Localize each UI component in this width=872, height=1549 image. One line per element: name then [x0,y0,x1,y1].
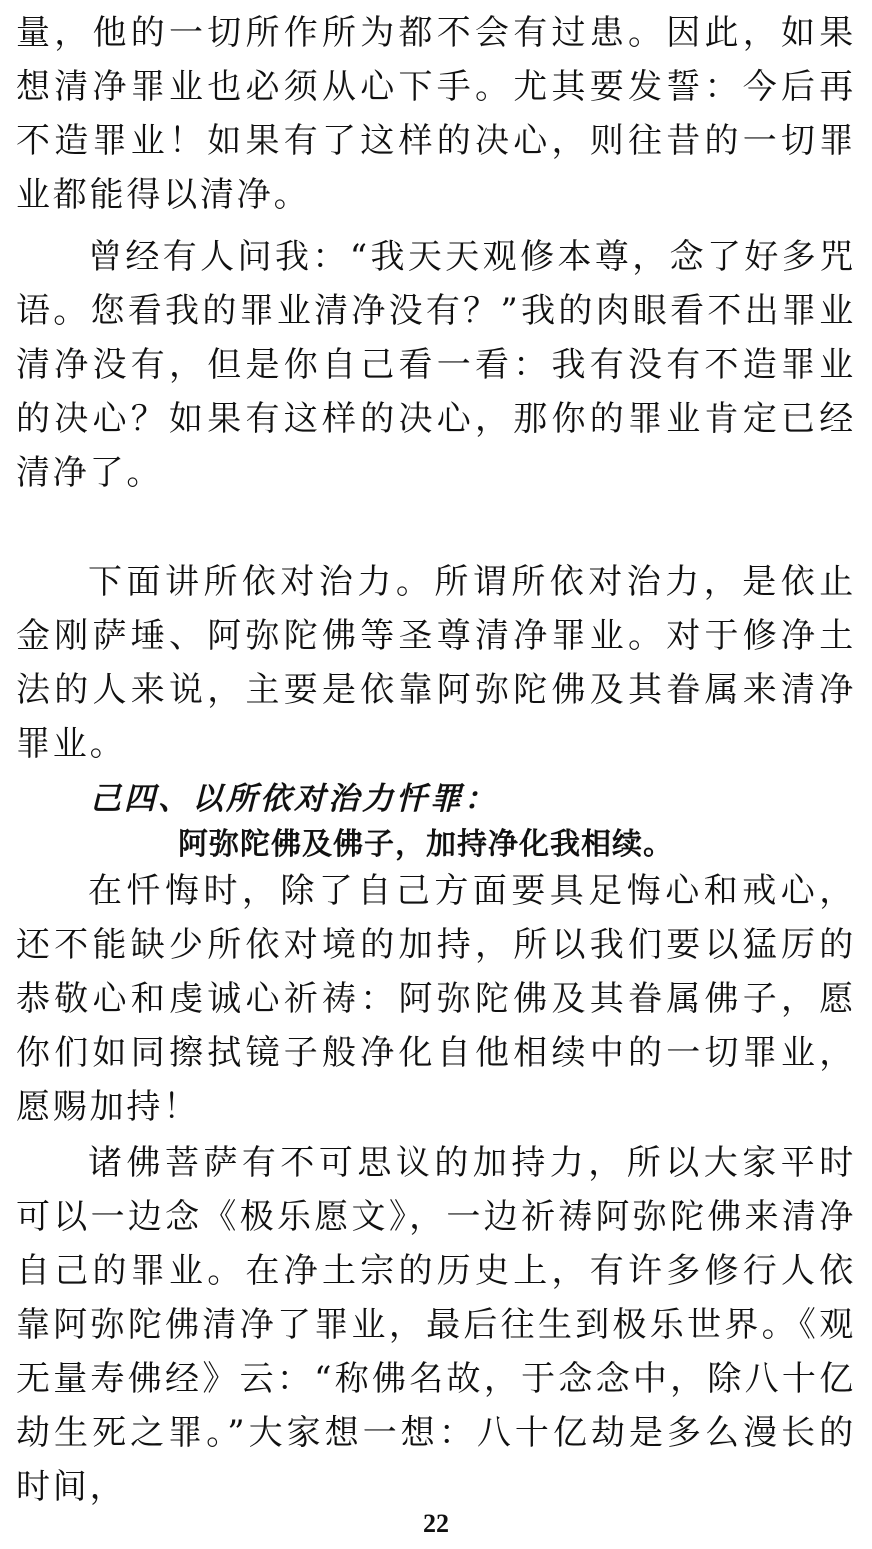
section-heading: 己四、以所依对治力忏罪： [90,781,498,817]
verse-line: 阿弥陀佛及佛子，加持净化我相续。 [178,827,674,862]
paragraph-1: 量，他的一切所作所为都不会有过患。因此，如果想清净罪业也必须从心下手。尤其要发誓：今后再不造罪业！如果有了这样的决心，则往昔的一切罪业都能得以清净。 [16,13,856,215]
paragraph-3: 下面讲所依对治力。所谓所依对治力，是依止金刚萨埵、阿弥陀佛等圣尊清净罪业。对于修净土法的人来说，主要是依靠阿弥陀佛及其眷属来清净罪业。 [16,562,856,764]
paragraph-4: 在忏悔时，除了自己方面要具足悔心和戒心，还不能缺少所依对境的加持，所以我们要以猛厉的恭敬心和虔诚心祈祷：阿弥陀佛及其眷属佛子，愿你们如同擦拭镜子般净化自他相续中的一切罪业，愿赐加持！ [16,871,856,1127]
paragraph-2: 曾经有人问我：“我天天观修本尊，念了好多咒语。您看我的罪业清净没有？”我的肉眼看不出罪业清净没有，但是你自己看一看：我有没有不造罪业的决心？如果有这样的决心，那你的罪业肯定已经清净了。 [16,237,856,493]
page-number: 22 [423,1509,449,1538]
paragraph-5: 诸佛菩萨有不可思议的加持力，所以大家平时可以一边念《极乐愿文》，一边祈祷阿弥陀佛来清净自己的罪业。在净土宗的历史上，有许多修行人依靠阿弥陀佛清净了罪业，最后往生到极乐世界。《观无量寿佛经》云：“称佛名故，于念念中，除八十亿劫生死之罪。”大家想一想：八十亿劫是多么漫长的时间， [16,1143,856,1507]
